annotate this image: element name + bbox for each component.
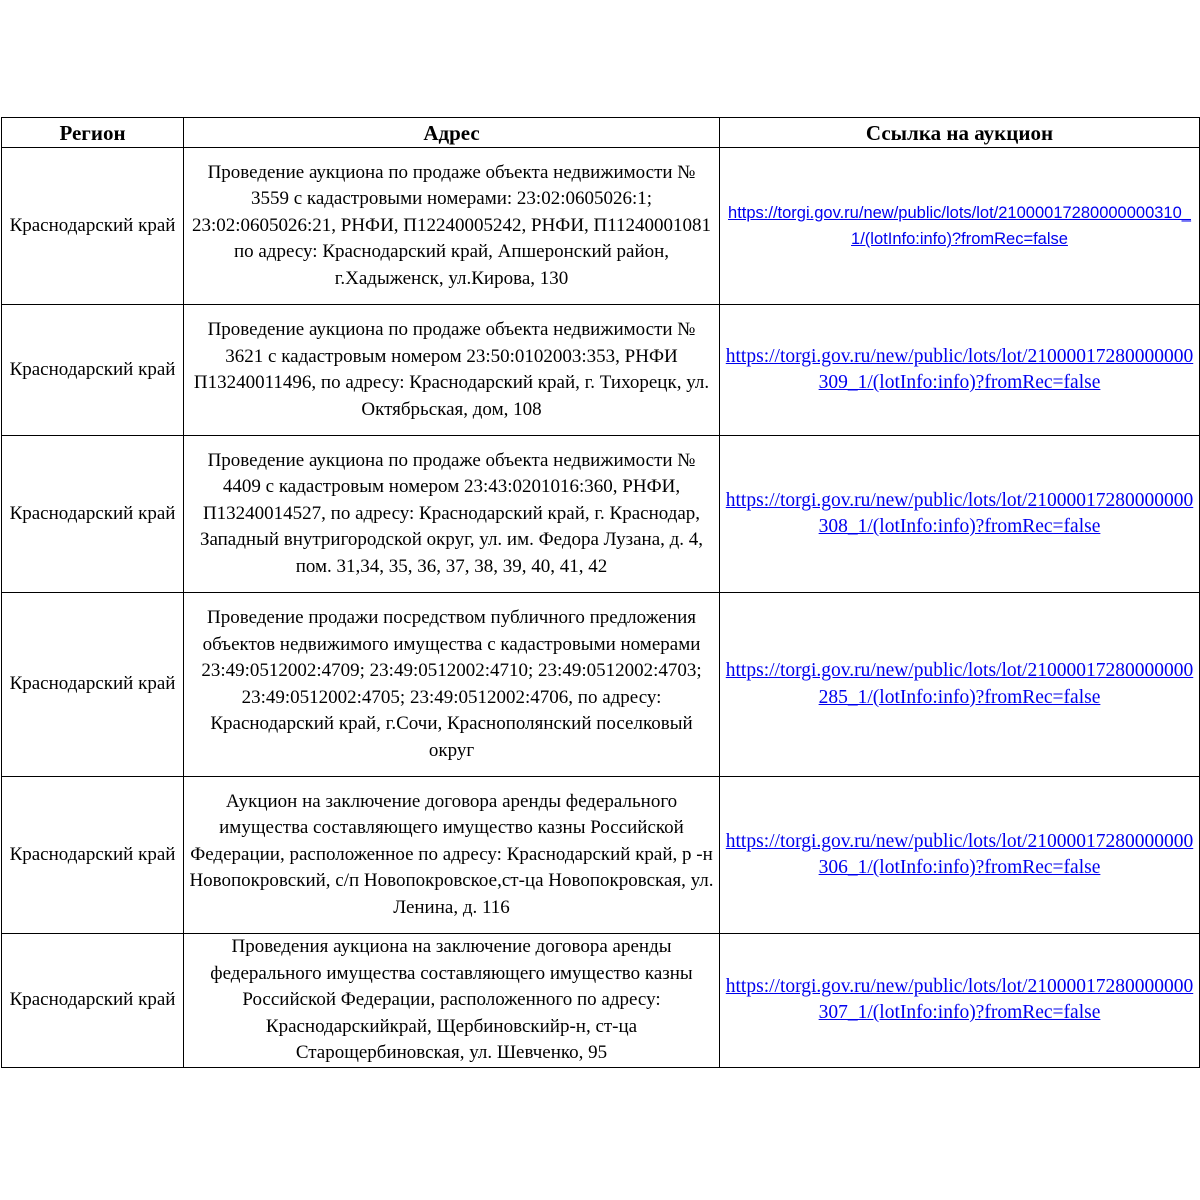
column-header-region: Регион (2, 118, 184, 148)
address-cell: Проведение аукциона по продаже объекта недвижимости № 3621 с кадастровым номером 23:50:0102003:353, РНФИ П13240011496, по адресу: Краснодарский край, г. Тихорецк, ул. Октябрьская, дом, 108 (184, 305, 720, 436)
link-cell (720, 593, 1200, 777)
table-row (2, 436, 1200, 593)
region-cell: Краснодарский край (2, 436, 184, 593)
table-row (2, 934, 1200, 1068)
table-row (2, 777, 1200, 934)
table-header-row (2, 118, 1200, 148)
address-cell: Проведение аукциона по продаже объекта недвижимости № 3559 с кадастровыми номерами: 23:02:0605026:1; 23:02:0605026:21, РНФИ, П12240005242, РНФИ, П11240001081 по адресу: Краснодарский край, Апшеронский район, г.Хадыженск, ул.Кирова, 130 (184, 148, 720, 305)
table-row (2, 305, 1200, 436)
link-cell (720, 777, 1200, 934)
address-cell: Аукцион на заключение договора аренды федерального имущества составляющего имущество казны Российской Федерации, расположенное по адресу: Краснодарский край, р -н Новопокровский, с/п Новопокровское,ст-ца Новопокровская, ул. Ленина, д. 116 (184, 777, 720, 934)
link-cell (720, 934, 1200, 1068)
region-cell: Краснодарский край (2, 934, 184, 1068)
auction-link[interactable]: https://torgi.gov.ru/new/public/lots/lot/21000017280000000285_1/(lotInfo:info)?fromRec=false (725, 660, 1194, 708)
link-cell (720, 436, 1200, 593)
table-row (2, 593, 1200, 777)
region-cell: Краснодарский край (2, 305, 184, 436)
address-cell: Проведение продажи посредством публичного предложения объектов недвижимого имущества с кадастровыми номерами 23:49:0512002:4709; 23:49:0512002:4710; 23:49:0512002:4703; 23:49:0512002:4705; 23:49:0512002:4706, по адресу: Краснодарский край, г.Сочи, Краснополянский поселковый округ (184, 593, 720, 777)
auction-link[interactable]: https://torgi.gov.ru/new/public/lots/lot/21000017280000000308_1/(lotInfo:info)?fromRec=false (725, 489, 1194, 537)
auction-sheet (1, 117, 1199, 1068)
column-header-address: Адрес (184, 118, 720, 148)
link-cell (720, 148, 1200, 305)
column-header-link: Ссылка на аукцион (720, 118, 1200, 148)
region-cell: Краснодарский край (2, 777, 184, 934)
table-row (2, 148, 1200, 305)
region-cell: Краснодарский край (2, 593, 184, 777)
region-cell: Краснодарский край (2, 148, 184, 305)
address-cell: Проведения аукциона на заключение договора аренды федерального имущества составляющего имущество казны Российской Федерации, расположенного по адресу: Краснодарскийкрай, Щербиновскийр-н, ст-ца Старощербиновская, ул. Шевченко, 95 (184, 934, 720, 1068)
auction-link[interactable]: https://torgi.gov.ru/new/public/lots/lot/21000017280000000306_1/(lotInfo:info)?fromRec=false (725, 830, 1194, 878)
auction-link[interactable]: https://torgi.gov.ru/new/public/lots/lot/21000017280000000310_1/(lotInfo:info)?fromRec=false (728, 203, 1191, 248)
auction-link[interactable]: https://torgi.gov.ru/new/public/lots/lot/21000017280000000307_1/(lotInfo:info)?fromRec=false (725, 975, 1194, 1024)
link-cell (720, 305, 1200, 436)
address-cell: Проведение аукциона по продаже объекта недвижимости № 4409 с кадастровым номером 23:43:0201016:360, РНФИ, П13240014527, по адресу: Краснодарский край, г. Краснодар, Западный внутригородской округ, ул. им. Федора Лузана, д. 4, пом. 31,34, 35, 36, 37, 38, 39, 40, 41, 42 (184, 436, 720, 593)
auctions-table (1, 117, 1200, 1068)
auction-link[interactable]: https://torgi.gov.ru/new/public/lots/lot/21000017280000000309_1/(lotInfo:info)?fromRec=false (725, 345, 1194, 393)
